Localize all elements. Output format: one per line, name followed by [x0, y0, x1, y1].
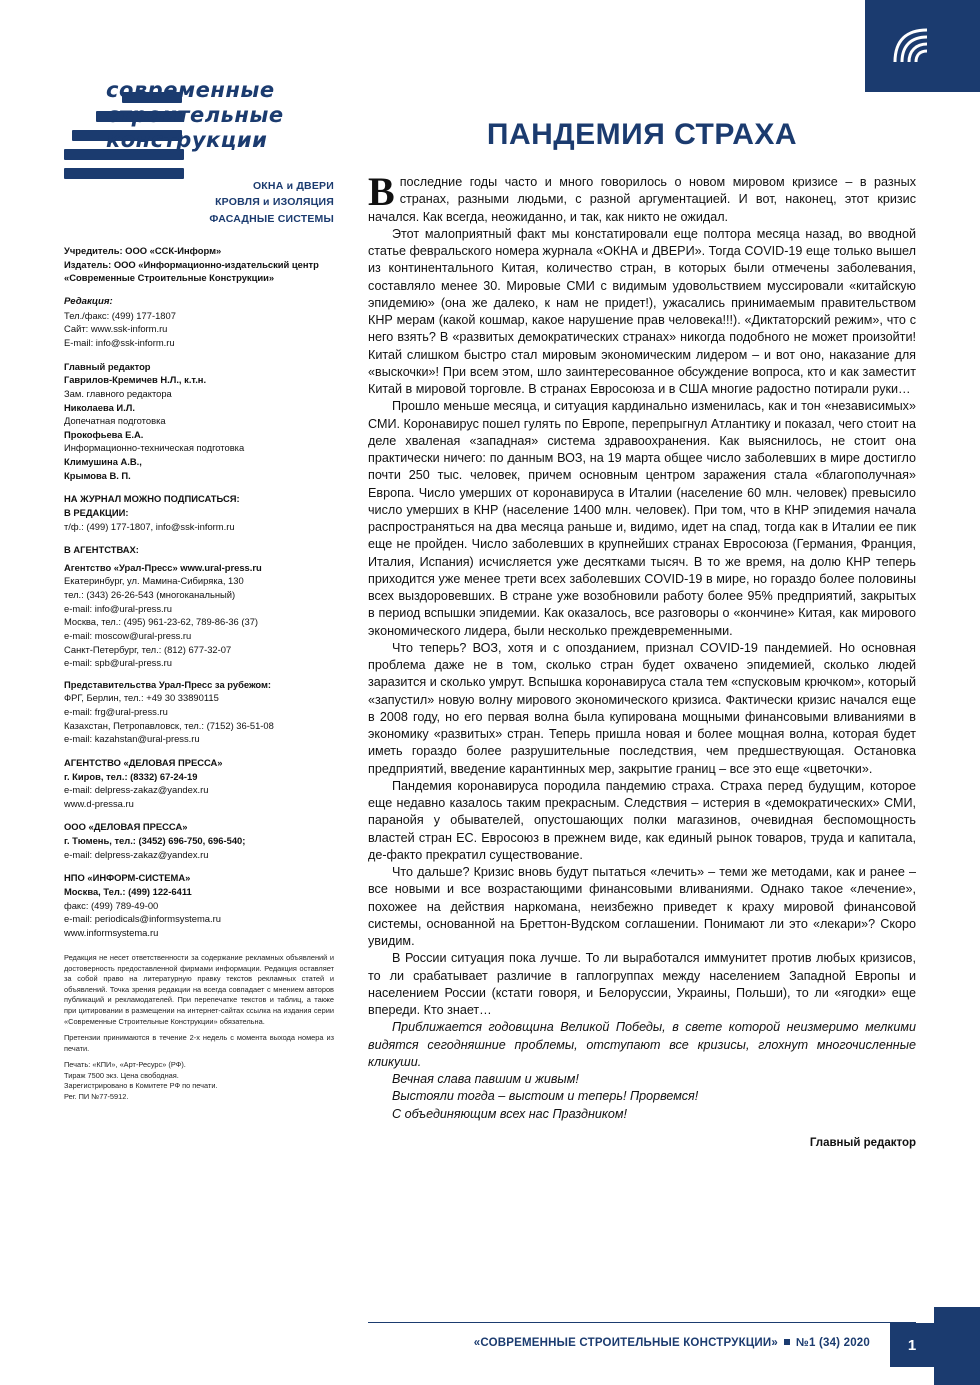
- staff-item: [64, 414, 334, 441]
- agency-line[interactable]: e-mail: moscow@ural-press.ru: [64, 629, 192, 641]
- page-title: ПАНДЕМИЯ СТРАХА: [486, 118, 798, 151]
- article-paragraph-italic: Выстояли тогда – выстоим и теперь! Прорвемся!: [392, 1089, 699, 1104]
- agency-line[interactable]: e-mail: info@ural-press.ru: [64, 602, 172, 614]
- masthead-line-2: строительные: [106, 102, 284, 127]
- article-column: [368, 118, 916, 1149]
- staff-name: Гаврилов-Кремичев Н.Л., к.т.н.: [64, 374, 207, 386]
- corner-logo: [865, 0, 980, 92]
- agency-line[interactable]: e-mail: periodicals@informsystema.ru: [64, 913, 221, 925]
- disclaimer-paragraph: Рег. ПИ №77-5912.: [64, 1091, 129, 1101]
- subscribe-title-1: НА ЖУРНАЛ МОЖНО ПОДПИСАТЬСЯ:: [64, 493, 240, 505]
- disclaimer-paragraph: Печать: «КПИ», «Арт-Ресурс» (РФ).: [64, 1060, 186, 1070]
- editorial-contacts: [64, 295, 334, 350]
- staff-item: [64, 469, 334, 483]
- article-paragraph-italic: Приближается годовщина Великой Победы, в свете которой неизмеримо мелкими видятся сегодняшние проблемы, отступают все кризисы, глохнут многочисленные кликуши.: [368, 1020, 916, 1069]
- article-paragraph: В России ситуация пока лучше. То ли выработался иммунитет против любых кризисов, то ли срабатывает различие в гаплогруппах между населением Западной Европы и населением России (кстати говоря, и Белоруссии, Украины, Польши), то ли «ягодки» еще впереди. Кто знает…: [368, 951, 916, 1017]
- agency-line: Екатеринбург, ул. Мамина-Сибиряка, 130: [64, 575, 244, 587]
- staff-name: Климушина А.В.,: [64, 456, 142, 468]
- editorial-email[interactable]: E-mail: info@ssk-inform.ru: [64, 337, 175, 349]
- footer-journal-info: [474, 1337, 870, 1349]
- masthead-logo: [64, 60, 334, 225]
- article-paragraph-italic: Вечная слава павшим и живым!: [392, 1072, 579, 1086]
- footer-journal-name: «СОВРЕМЕННЫЕ СТРОИТЕЛЬНЫЕ КОНСТРУКЦИИ»: [473, 1337, 778, 1349]
- agency-item: [64, 561, 334, 670]
- staff-role: Информационно-техническая подготовка: [64, 442, 245, 454]
- agency-line[interactable]: e-mail: delpress-zakaz@yandex.ru: [64, 848, 209, 860]
- staff-name: Прокофьева Е.А.: [64, 428, 144, 440]
- footer-side-strip: [934, 1307, 980, 1385]
- staff-name: Крымова В. П.: [64, 469, 131, 481]
- staff-role: Зам. главного редактора: [64, 387, 172, 399]
- staff-item: [64, 441, 334, 468]
- subbrand-line-1: ОКНА и ДВЕРИ: [252, 180, 334, 192]
- agency-line: Москва, Тел.: (499) 122-6411: [64, 885, 192, 897]
- article-paragraph: Этот малоприятный факт мы констатировали еще полтора месяца назад, во вводной статье февральского номера журнала «ОКНА и ДВЕРИ». Тогда COVID-19 еще только вышел из континентального Китая, количество стран, в которых были отмечены заболевания, составляло менее 30. Мировые СМИ с видимым удовольствием муссировали «китайскую эпидемию» (она же далеко, к нам не придет!), ужасались принимаемым правительством КНР мерам (какой кошмар, какое нарушение прав человека!!!). «Диктаторский режим», что с него взять? В «развитых демократических странах» никогда подобного не может произойти! Китай слишком быстро стал мировым экономическим лидером – и вот оно, наказание для «выскочки»! При всем этом, шло заинтересованное обсуждение вопроса, кто и как заместит Китай в мировой торговле. В странах Евросоюза и в США многие радостно потирали руки…: [368, 226, 916, 396]
- disclaimer-paragraph: Претензии принимаются в течение 2-х недель с момента выхода номера из печати.: [64, 1033, 334, 1053]
- footer-issue: №1 (34) 2020: [795, 1337, 870, 1349]
- editorial-phone: Тел./факс: (499) 177-1807: [64, 309, 176, 321]
- agency-line: Санкт-Петербург, тел.: (812) 677-32-07: [64, 643, 232, 655]
- agency-line: г. Тюмень, тел.: (3452) 696-750, 696-540;: [64, 835, 246, 847]
- agency-line: г. Киров, тел.: (8332) 67-24-19: [64, 770, 198, 782]
- publisher-line-1: Издатель: ООО «Информационно-издательский центр: [64, 258, 319, 270]
- editorial-title: Редакция:: [64, 295, 113, 307]
- staff-role: Главный редактор: [64, 360, 151, 372]
- agency-item: [64, 678, 334, 746]
- masthead-line-3: конструкции: [106, 127, 268, 152]
- footer-square-icon: [784, 1339, 790, 1345]
- staff-name: Николаева И.Л.: [64, 401, 135, 413]
- subbrand-block: [209, 178, 334, 227]
- agency-item: [64, 756, 334, 811]
- footer: [0, 1293, 980, 1385]
- article-signature: Главный редактор: [809, 1136, 916, 1149]
- subscribe-title-2: В РЕДАКЦИИ:: [64, 506, 129, 518]
- wave-lines-icon: [887, 22, 935, 70]
- staff-item: [64, 360, 334, 387]
- drop-cap: В: [368, 169, 395, 214]
- subscribe-block: [64, 492, 334, 533]
- article-paragraph: Прошло меньше месяца, и ситуация кардинально изменилась, как и тон «независимых» СМИ. Коронавирус пошел гулять по Европе, перепрыгнул Атлантику и показал, чего стоит на деле хваленая «западная» система здравоохранения. Как выяснилось, не стоит она практически ничего: по данным ВОЗ, на 19 марта общее число заболевших в мире достигло почти 250 тыс. человек, причем основным центром заражения стала «благополучная» Европа. Число умерших от коронавируса в Италии (население 60 млн. человек) превысило число умерших в КНР (население 1400 млн. человек). При том, что в КНР эпидемия начала распространяться на два месяца раньше и, видимо, идет на спад, тогда как в Италии ее пик еще не пройден. Число заболевших в крупнейших странах Евросоюза (Германия, Франция, Италия, Испания) исчисляется уже десятками тысяч. В то же время, на долю КНР теперь приходится уже менее трети всех заболевших COVID-19 в мире, но гораздо более половины всех выздоровевших. В стране уже возобновили работу более 95% предприятий, закрытых в период вспышки эпидемии. Как оказалось, все разговоры о «кончине» Китая, как мирового экономического лидера, были несколько преждевременными.: [368, 399, 916, 638]
- article-paragraph: Что теперь? ВОЗ, хотя и с опозданием, признал COVID-19 пандемией. Но основная проблема даже не в том, сколько стран будет охвачено эпидемией, сколько людей заразится и сколько умрут. Вспышка коронавируса стала тем «спусковым крючком», который «запустил» новую волну мирового экономического кризиса. Фактически кризис начался еще в 2008 году, но его первая волна была купирована мощными финансовыми вливаниями в экономику «развитых» стран. Теперь пришла новая и более мощная волна, которая будет иметь гораздо более разрушительные последствия, чем предшествующая. Остановка предприятий, введение карантинных мер, закрытие границ – все это еще «цветочки».: [368, 640, 916, 776]
- agency-line[interactable]: e-mail: spb@ural-press.ru: [64, 657, 172, 669]
- editorial-site[interactable]: Сайт: www.ssk-inform.ru: [64, 323, 168, 335]
- agencies-block: [64, 543, 334, 939]
- agency-line[interactable]: e-mail: delpress-zakaz@yandex.ru: [64, 784, 209, 796]
- disclaimer-paragraph: Тираж 7500 экз. Цена свободная.: [64, 1070, 179, 1080]
- agency-line: Москва, тел.: (495) 961-23-62, 789-86-36 (37): [64, 616, 259, 628]
- agency-line[interactable]: www.d-pressa.ru: [64, 797, 134, 809]
- article-paragraph-italic: С объединяющим всех нас Праздником!: [392, 1106, 628, 1121]
- founder-line: Учредитель: ООО «ССК-Информ»: [64, 245, 222, 256]
- article-paragraph: Что дальше? Кризис вновь будут пытаться «лечить» – теми же методами, как и ранее – все новыми и все возрастающими финансовыми вливаниями. Однако такое «лечение», похожее на действия наркомана, неизбежно приведет к краху мировой финансовой системы, основанной на Бреттон-Вудском соглашении. Понимают ли это «лекари»? Скоро увидим.: [368, 865, 916, 948]
- article-paragraph: [368, 169, 916, 226]
- staff-item: [64, 387, 334, 414]
- publisher-line-2: «Современные Строительные Конструкции»: [64, 272, 275, 284]
- imprint: [64, 244, 334, 1102]
- staff-role: Допечатная подготовка: [64, 415, 166, 427]
- agency-line: тел.: (343) 26-26-543 (многоканальный): [64, 589, 236, 601]
- agency-name: НПО «ИНФОРМ-СИСТЕМА»: [64, 872, 191, 884]
- agencies-title: В АГЕНТСТВАХ:: [64, 544, 139, 556]
- subscribe-redaction-contact: т/ф.: (499) 177-1807, info@ssk-inform.ru: [64, 520, 235, 532]
- disclaimer-paragraph: Редакция не несет ответственности за содержание рекламных объявлений и достоверность предоставленной фирмами информации. Редакция оставляет за собой право на литературную правку текстов рекламных статей и объявлений. Точка зрения редакции на всегда совпадает с мнением авторов публикаций и рекламодателей. При перепечатке текстов и таблиц, а также при цитировании в размещении на интернет-сайтах ссылка на издания серии «Современные Строительные Конструкции» обязательна.: [64, 953, 334, 1026]
- article-paragraph-text: последние годы часто и много говорилось о новом мировом кризисе – в разных странах, разными людьми, с разной аргументацией. И вот, наконец, этот кризис начался. Как всегда, неожиданно, и так, как никто не ожидал.: [368, 175, 916, 224]
- agency-line: ФРГ, Берлин, тел.: +49 30 33890115: [64, 692, 219, 704]
- agency-line[interactable]: e-mail: kazahstan@ural-press.ru: [64, 733, 200, 745]
- page-number: 1: [890, 1323, 934, 1367]
- left-column: [64, 60, 334, 1108]
- staff-list: [64, 360, 334, 483]
- masthead-line-1: современные: [106, 78, 275, 102]
- article-paragraph: Пандемия коронавируса породила пандемию страха. Страха перед будущим, которое еще недавно казалось таким прекрасным. Следствия – истерия в «демократических» СМИ, паранойя у обывателей, опустошающих полки магазинов, очевидная беспомощность властей стран ЕС. Евросоюз в прежнем виде, как единый рынок товаров, труда и капитала, де-факто прекратил существование.: [368, 778, 916, 862]
- agency-name[interactable]: Агентство «Урал-Пресс» www.ural-press.ru: [64, 561, 262, 573]
- agency-line: факс: (499) 789-49-00: [64, 899, 159, 911]
- disclaimer-block: [64, 953, 334, 1102]
- agency-name: Представительства Урал-Пресс за рубежом:: [64, 678, 272, 690]
- masthead-wordmark: [106, 78, 336, 152]
- footer-divider: [368, 1322, 916, 1323]
- agency-line[interactable]: www.informsystema.ru: [64, 926, 159, 938]
- agency-name: АГЕНТСТВО «ДЕЛОВАЯ ПРЕССА»: [64, 756, 223, 768]
- subbrand-line-2: КРОВЛЯ и ИЗОЛЯЦИЯ: [215, 196, 334, 209]
- agency-item: [64, 871, 334, 939]
- disclaimer-paragraph: Зарегистрировано в Комитете РФ по печати.: [64, 1081, 218, 1091]
- agency-line[interactable]: e-mail: frg@ural-press.ru: [64, 706, 168, 718]
- agency-line: Казахстан, Петропавловск, тел.: (7152) 36-51-08: [64, 719, 274, 731]
- article-body: [368, 169, 916, 1123]
- agency-name: ООО «ДЕЛОВАЯ ПРЕССА»: [64, 821, 188, 833]
- agency-item: [64, 820, 334, 861]
- subbrand-line-3: ФАСАДНЫЕ СИСТЕМЫ: [209, 212, 334, 225]
- publisher-block: [64, 244, 334, 285]
